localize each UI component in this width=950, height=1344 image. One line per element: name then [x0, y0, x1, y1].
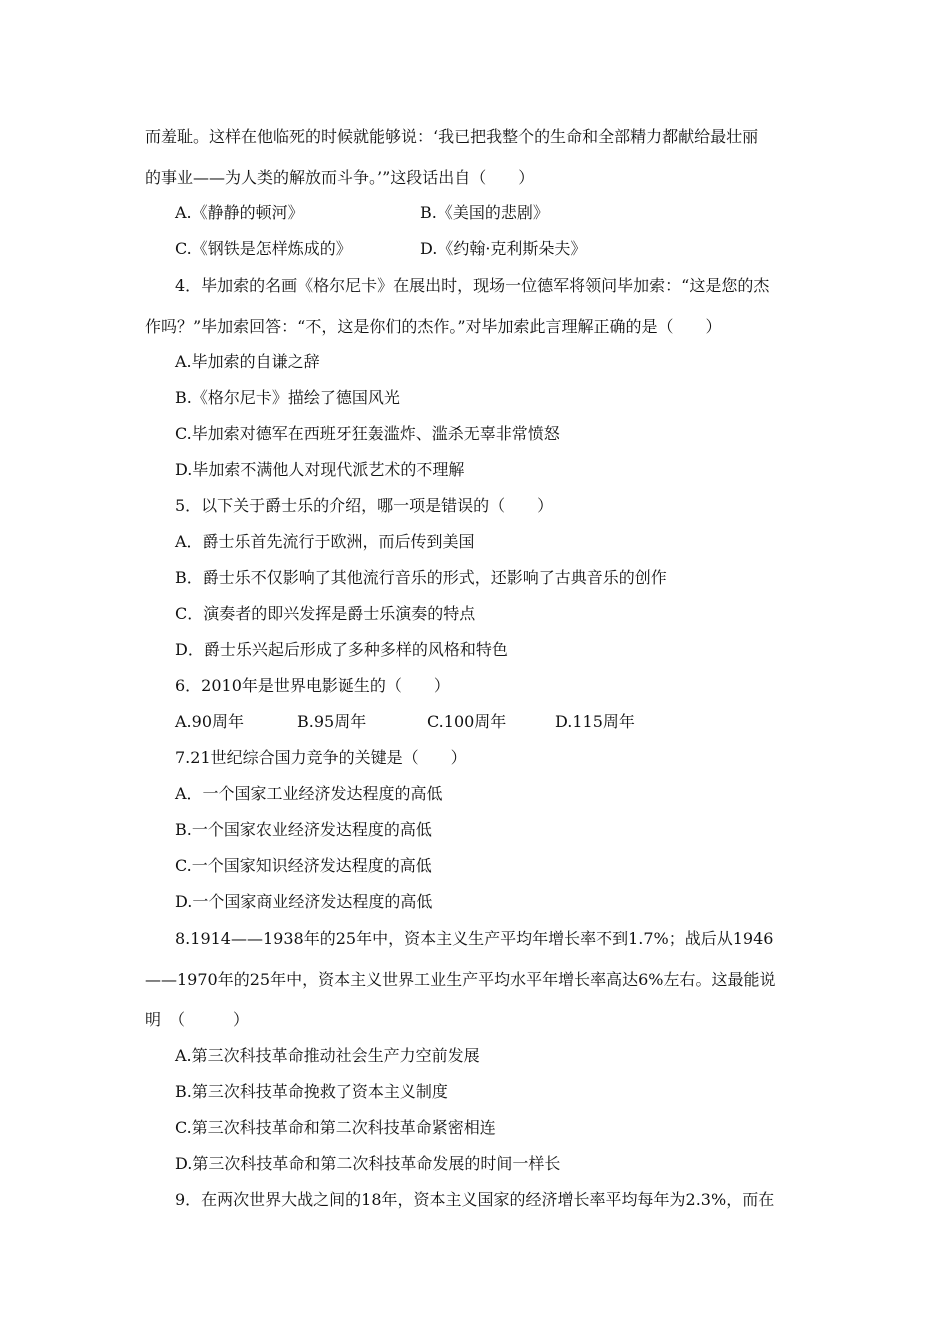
q4-option-c: C.毕加索对德军在西班牙狂轰滥炸、滥杀无辜非常愤怒 [175, 424, 560, 443]
q8-stem-line-1: 8.1914——1938年的25年中，资本主义生产平均年增长率不到1.7%；战后从1946 [175, 929, 774, 948]
q6-option-a: A.90周年 [175, 712, 245, 731]
q5-option-c: C．演奏者的即兴发挥是爵士乐演奏的特点 [175, 604, 476, 623]
q8-option-b: B.第三次科技革命挽救了资本主义制度 [175, 1082, 448, 1101]
q3-option-d: D.《约翰·克利斯朵夫》 [420, 239, 587, 258]
q9-stem-line-1: 9．在两次世界大战之间的18年，资本主义国家的经济增长率平均每年为2.3%，而在 [175, 1190, 775, 1209]
q8-stem-line-2: ——1970年的25年中，资本主义世界工业生产平均水平年增长率高达6%左右。这最能说 [145, 970, 776, 989]
q6-option-d: D.115周年 [555, 712, 635, 731]
q7-option-b: B.一个国家农业经济发达程度的高低 [175, 820, 432, 839]
q6-stem: 6．2010年是世界电影诞生的（ ） [175, 676, 450, 695]
q6-option-c: C.100周年 [427, 712, 507, 731]
q5-option-d: D．爵士乐兴起后形成了多种多样的风格和特色 [175, 640, 508, 659]
q7-option-d: D.一个国家商业经济发达程度的高低 [175, 892, 433, 911]
q8-stem-line-3: 明 （ ） [145, 1010, 250, 1029]
q7-option-a: A．一个国家工业经济发达程度的高低 [175, 784, 443, 803]
q3-options-row-1 [175, 203, 549, 223]
q3-option-c: C.《钢铁是怎样炼成的》 [175, 239, 352, 258]
q7-option-c: C.一个国家知识经济发达程度的高低 [175, 856, 432, 875]
q7-stem: 7.21世纪综合国力竞争的关键是（ ） [175, 748, 467, 767]
q4-option-d: D.毕加索不满他人对现代派艺术的不理解 [175, 460, 465, 479]
passage-line-2: 的事业——为人类的解放而斗争。’”这段话出自（ ） [145, 168, 535, 187]
q5-option-b: B．爵士乐不仅影响了其他流行音乐的形式，还影响了古典音乐的创作 [175, 568, 667, 587]
q5-stem: 5．以下关于爵士乐的介绍，哪一项是错误的（ ） [175, 496, 554, 515]
q8-option-c: C.第三次科技革命和第二次科技革命紧密相连 [175, 1118, 496, 1137]
q3-option-b: B.《美国的悲剧》 [420, 203, 549, 222]
passage-line-1: 而羞耻。这样在他临死的时候就能够说：‘我已把我整个的生命和全部精力都献给最壮丽 [145, 127, 759, 146]
q3-options-row-2 [175, 239, 587, 259]
q4-stem-line-2: 作吗？”毕加索回答：“不，这是你们的杰作。”对毕加索此言理解正确的是（ ） [145, 317, 722, 336]
q8-option-d: D.第三次科技革命和第二次科技革命发展的时间一样长 [175, 1154, 561, 1173]
q6-option-b: B.95周年 [297, 712, 367, 731]
q4-option-b: B.《格尔尼卡》描绘了德国风光 [175, 388, 400, 407]
q5-option-a: A．爵士乐首先流行于欧洲，而后传到美国 [175, 532, 475, 551]
q3-option-a: A.《静静的顿河》 [175, 203, 304, 222]
q4-option-a: A.毕加索的自谦之辞 [175, 352, 320, 371]
q8-option-a: A.第三次科技革命推动社会生产力空前发展 [175, 1046, 480, 1065]
q4-stem-line-1: 4．毕加索的名画《格尔尼卡》在展出时，现场一位德军将领问毕加索：“这是您的杰 [175, 276, 770, 295]
